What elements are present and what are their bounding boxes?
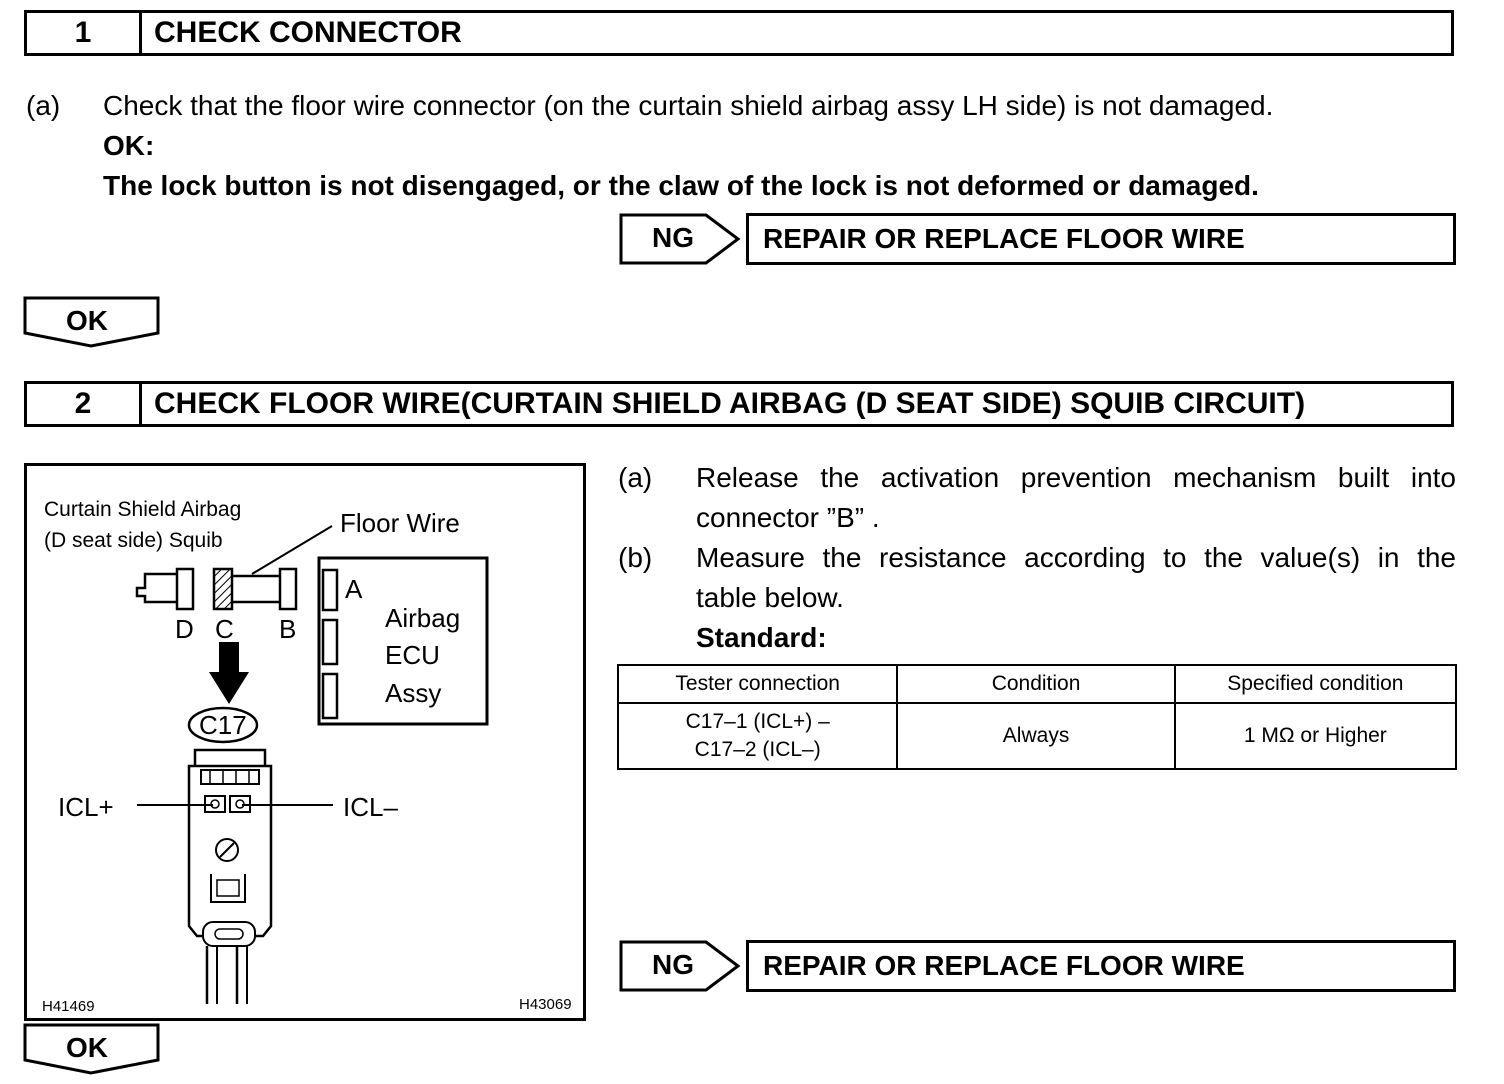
connector-label-b: B (279, 614, 297, 644)
step-2-a-line-2: connector ”B” . (696, 502, 880, 533)
step-2-a-marker: (a) (618, 462, 653, 493)
ok-label-1: OK (66, 305, 108, 336)
connector-id-c17: C17 (199, 710, 247, 740)
step-2-b-marker: (b) (618, 542, 653, 573)
connector-label-d: D (175, 614, 194, 644)
cell-condition: Always (897, 703, 1174, 769)
ng-label-2: NG (652, 949, 694, 980)
step-2-b-line-2: table below. (696, 582, 844, 613)
connector-diagram (24, 463, 586, 1021)
standard-label: Standard: (696, 622, 827, 653)
ecu-label-line-1: Airbag (385, 603, 461, 633)
tester-connection-line-1: C17–1 (ICL+) – (685, 710, 830, 733)
step-2-b-line-1: Measure the resistance according to the value(s) in the (696, 542, 1456, 573)
header-tester-connection: Tester connection (618, 665, 897, 703)
tester-connection-line-2: C17–2 (ICL–) (694, 738, 821, 761)
ecu-label-line-2: ECU (385, 640, 440, 670)
ng-result-2: REPAIR OR REPLACE FLOOR WIRE (746, 940, 1456, 992)
icl-minus-label: ICL– (343, 792, 398, 822)
connector-label-c: C (215, 614, 234, 644)
cell-specified-condition: 1 MΩ or Higher (1175, 703, 1456, 769)
step-1-ok-text: The lock button is not disengaged, or the claw of the lock is not deformed or damaged. (103, 170, 1259, 201)
step-1-header (24, 10, 1454, 56)
table-row (618, 703, 1456, 769)
diagram-code-left: H41469 (42, 998, 95, 1015)
step-1-title: CHECK CONNECTOR (154, 16, 462, 49)
floor-wire-label: Floor Wire (340, 508, 460, 538)
squib-label-line-1: Curtain Shield Airbag (44, 498, 242, 521)
ng-label-1: NG (652, 222, 694, 253)
header-specified-condition: Specified condition (1175, 665, 1456, 703)
ng-result-1: REPAIR OR REPLACE FLOOR WIRE (746, 213, 1456, 265)
spec-table-header-row (618, 665, 1456, 703)
cell-tester-connection (618, 703, 897, 769)
step-2-title: CHECK FLOOR WIRE(CURTAIN SHIELD AIRBAG (D SEAT SIDE) SQUIB CIRCUIT) (154, 387, 1306, 420)
icl-plus-label: ICL+ (58, 792, 114, 822)
diagram-code-right: H43069 (519, 996, 572, 1013)
step-2-number: 2 (27, 384, 142, 424)
header-condition: Condition (897, 665, 1174, 703)
squib-label-line-2: (D seat side) Squib (44, 529, 223, 552)
step-2-header (24, 381, 1454, 427)
step-1-ok-heading: OK: (103, 130, 155, 161)
connector-label-a: A (345, 574, 363, 604)
step-1-number: 1 (27, 13, 142, 53)
ecu-label-line-3: Assy (385, 678, 442, 708)
step-1-a-text: Check that the floor wire connector (on the curtain shield airbag assy LH side) is not damaged. (103, 90, 1274, 121)
ok-label-2: OK (66, 1032, 108, 1063)
spec-table (617, 664, 1457, 770)
step-2-a-line-1: Release the activation prevention mechanism built into (696, 462, 1456, 493)
step-1-a-marker: (a) (26, 90, 61, 121)
